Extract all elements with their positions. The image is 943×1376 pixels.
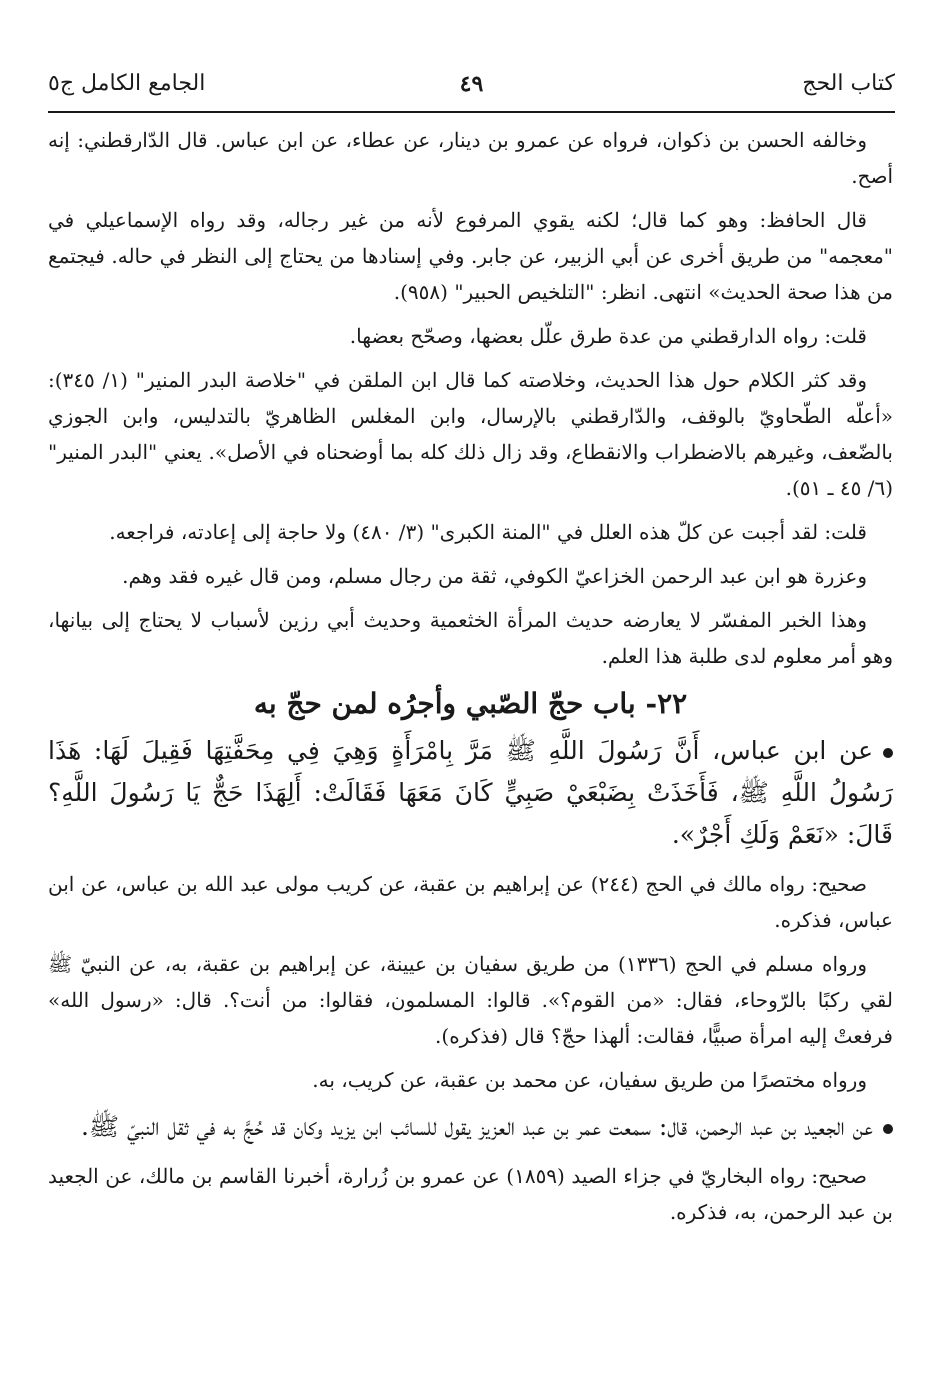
paragraph: قلت: رواه الدارقطني من عدة طرق علّل بعضها، وصحّح بعضها. [349, 324, 867, 348]
paragraph: ورواه مسلم في الحج (١٣٣٦) من طريق سفيان بن عيينة، عن إبراهيم بن عقبة، به، عن النبيّ ﷺ لقي ركبًا بالرّوحاء، فقال: «من القوم؟». قالوا: المسلمون، فقالوا: من أنت؟. قال: «رسول الله» فرفعتْ إليه امرأة صبيًّا، فقالت: ألهذا حجّ؟ قال (فذكره). [48, 952, 893, 1048]
paragraph: قال الحافظ: وهو كما قال؛ لكنه يقوي المرفوع لأنه من غير رجاله، وقد رواه الإسماعيلي في "معجمه" من طريق أخرى عن أبي الزبير، عن جابر. وفي إسنادها من يحتاج إلى النظر في حاله. فيجتمع من هذا صحة الحديث» انتهى. انظر: "التلخيص الحبير" (٩٥٨). [48, 208, 893, 304]
hadith-text [48, 1106, 893, 1148]
paragraph: وهذا الخبر المفسّر لا يعارضه حديث المرأة الخثعمية وحديث أبي رزين لأسباب لا يحتاج إلى بيانها، وهو أمر معلوم لدى طلبة هذا العلم. [48, 608, 893, 668]
hadith-text [48, 730, 893, 856]
paragraph: قلت: لقد أجبت عن كلّ هذه العلل في "المنة الكبرى" (٣/ ٤٨٠) ولا حاجة إلى إعادته، فراجعه. [109, 520, 867, 544]
book-section-title: كتاب الحج [802, 71, 895, 96]
paragraph: صحيح: رواه مالك في الحج (٢٤٤) عن إبراهيم بن عقبة، عن كريب مولى عبد الله بن عباس، عن ابن عباس، فذكره. [48, 872, 893, 932]
paragraph: صحيح: رواه البخاريّ في جزاء الصيد (١٨٥٩) عن عمرو بن زُرارة، أخبرنا القاسم بن مالك، عن الجعيد بن عبد الرحمن، به، فذكره. [48, 1164, 893, 1224]
page-number: ٤٩ [459, 71, 484, 97]
paragraph: ورواه مختصرًا من طريق سفيان، عن محمد بن عقبة، عن كريب، به. [312, 1068, 867, 1092]
page-body [48, 122, 893, 1238]
paragraph: وعزرة هو ابن عبد الرحمن الخزاعيّ الكوفي، ثقة من رجال مسلم، ومن قال غيره فقد وهم. [122, 564, 867, 588]
hadith-body: عن ابن عباس، أَنَّ رَسُولَ اللَّهِ ﷺ مَرَّ بِامْرَأَةٍ وَهِيَ فِي مِحَفَّتِهَا فَقِيلَ لَهَا: هَذَا رَسُولُ اللَّهِ ﷺ، فَأَخَذَتْ بِضَبْعَيْ صَبِيٍّ كَانَ مَعَهَا فَقَالَتْ: أَلِهَذَا حَجٌّ يَا رَسُولَ اللَّهِ؟ قَالَ: «نَعَمْ وَلَكِ أَجْرٌ». [48, 736, 893, 849]
paragraph: وقد كثر الكلام حول هذا الحديث، وخلاصته كما قال ابن الملقن في "خلاصة البدر المنير" (١/ ٣٤٥): «أعلّه الطّحاويّ بالوقف، والدّارقطني بالإرسال، وابن المغلس الظاهريّ بالتدليس، وابن الجوزي بالضّعف، وغيرهم بالاضطراب والانقطاع، وقد زال ذلك كله بما أوضحناه في الأصل». يعني "البدر المنير" (٦/ ٤٥ ـ ٥١). [48, 368, 893, 500]
book-volume-title: الجامع الكامل ج٥ [48, 71, 206, 96]
chapter-heading: ٢٢- باب حجّ الصّبي وأجرُه لمن حجّ به [253, 687, 688, 720]
header-divider [48, 111, 895, 113]
bullet-icon [883, 1124, 893, 1134]
page-header [48, 62, 895, 108]
hadith-body: عن الجعيد بن عبد الرحمن، قال: سمعت عمر بن عبد العزيز يقول للسائب ابن يزيد وكان قد حُجَّ به في ثقل النبيّ ﷺ. [80, 1112, 873, 1141]
bullet-icon [883, 748, 893, 758]
paragraph: وخالفه الحسن بن ذكوان، فرواه عن عمرو بن دينار، عن عطاء، عن ابن عباس. قال الدّارقطني: إنه أصح. [48, 128, 893, 188]
